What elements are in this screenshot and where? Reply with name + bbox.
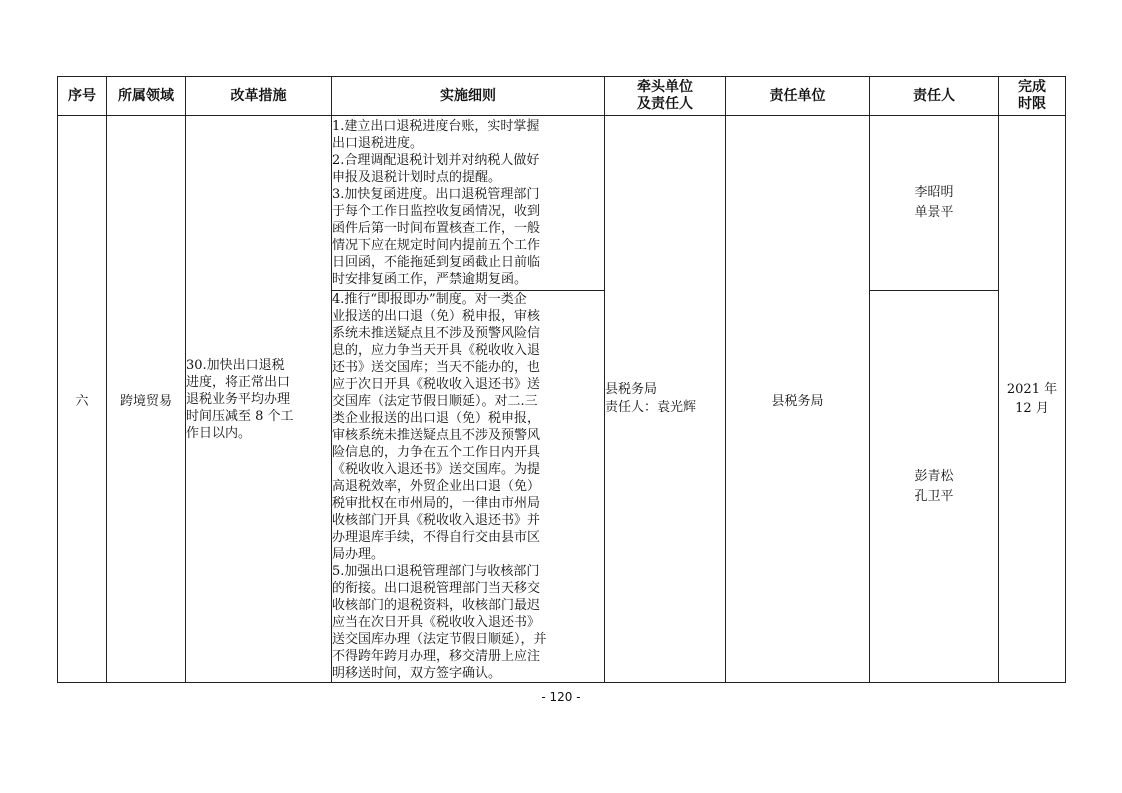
detail-line: 于每个工作日监控收复函情况，收到	[332, 204, 541, 219]
detail-line: 申报及退税计划时点的提醒。	[332, 170, 502, 185]
detail-line: 应当在次日开具《税收收入退还书》	[332, 615, 541, 630]
detail-line: 《税收收入退还书》送交国库。为提	[332, 462, 541, 477]
detail-line: 系统未推送疑点且不涉及预警风险信	[332, 326, 541, 341]
table-header-row	[58, 77, 1066, 116]
detail-line: 送交国库办理（法定节假日顺延），并	[332, 632, 547, 647]
header-lead	[605, 77, 726, 116]
cell-lead	[605, 116, 726, 683]
detail-line: 情况下应在规定时间内提前五个工作	[332, 238, 541, 253]
detail-line: 明移送时间，双方签字确认。	[332, 666, 502, 681]
person-name: 单景平	[914, 205, 954, 220]
detail-line: 5.加强出口退税管理部门与收核部门	[332, 564, 540, 579]
detail-line: 息的，应力争当天开具《税收收入退	[332, 343, 541, 358]
lead-unit: 县税务局	[605, 382, 658, 397]
detail-line: 时安排复函工作，严禁逾期复函。	[332, 272, 528, 287]
cell-person-bottom	[870, 291, 999, 683]
header-measure: 改革措施	[186, 77, 332, 116]
cell-seq: 六	[58, 116, 107, 683]
detail-line: 局办理。	[332, 547, 385, 562]
header-details: 实施细则	[332, 77, 605, 116]
deadline-line1: 2021 年	[1006, 382, 1058, 397]
detail-line: 的衔接。出口退税管理部门当天移交	[332, 581, 541, 596]
detail-line: 不得跨年跨月办理，移交清册上应注	[332, 649, 541, 664]
detail-line: 日回函，不能拖延到复函截止日前临	[332, 255, 541, 270]
person-name: 彭青松	[914, 468, 954, 484]
cell-unit: 县税务局	[726, 116, 870, 683]
detail-line: 险信息的，力争在五个工作日内开具	[332, 445, 541, 460]
header-lead-line1: 牵头单位	[637, 79, 693, 95]
detail-line: 1.建立出口退税进度台账，实时掌握	[332, 119, 540, 134]
cell-person-top	[870, 116, 999, 291]
table-row	[58, 116, 1066, 291]
header-field: 所属领域	[107, 77, 186, 116]
cell-deadline	[999, 116, 1066, 683]
cell-measure	[186, 116, 332, 683]
cell-field: 跨境贸易	[107, 116, 186, 683]
detail-line: 收核部门开具《税收收入退还书》并	[332, 513, 541, 528]
header-deadline-line2: 时限	[1018, 96, 1046, 112]
measure-line: 30.加快出口退税	[186, 357, 285, 373]
page-number: - 120 -	[541, 690, 581, 704]
header-deadline-line1: 完成	[1018, 79, 1046, 95]
detail-line: 还书》送交国库；当天不能办的，也	[332, 360, 541, 375]
header-seq: 序号	[58, 77, 107, 116]
reform-measures-table	[57, 76, 1066, 683]
detail-line: 应于次日开具《税收收入退还书》送	[332, 377, 541, 392]
detail-line: 3.加快复函进度。出口退税管理部门	[332, 187, 540, 202]
header-unit: 责任单位	[726, 77, 870, 116]
detail-line: 税审批权在市州局的，一律由市州局	[332, 496, 541, 511]
cell-details-top	[332, 116, 605, 291]
header-person: 责任人	[870, 77, 999, 116]
header-deadline	[999, 77, 1066, 116]
cell-details-bottom	[332, 291, 605, 683]
detail-line: 办理退库手续，不得自行交由县市区	[332, 530, 541, 545]
detail-line: 业报送的出口退（免）税申报，审核	[332, 309, 541, 324]
measure-line: 退税业务平均办理	[186, 391, 291, 407]
detail-line: 函件后第一时间布置核查工作，一般	[332, 221, 541, 236]
measure-line: 时间压减至 8 个工	[186, 408, 294, 424]
detail-line: 2.合理调配退税计划并对纳税人做好	[332, 153, 540, 168]
detail-line: 高退税效率，外贸企业出口退（免）	[332, 479, 541, 494]
measure-line: 作日以内。	[186, 425, 252, 441]
deadline-line2: 12 月	[1015, 401, 1049, 416]
person-name: 孔卫平	[914, 488, 954, 504]
person-name: 李昭明	[914, 185, 954, 200]
detail-line: 出口退税进度。	[332, 136, 424, 151]
detail-line: 4.推行“即报即办”制度。对一类企	[332, 292, 527, 307]
detail-line: 收核部门的退税资料，收核部门最迟	[332, 598, 541, 613]
detail-line: 交国库（法定节假日顺延）。对二.三	[332, 394, 538, 409]
lead-person: 责任人：袁光辉	[605, 400, 697, 415]
measure-line: 进度，将正常出口	[186, 374, 291, 390]
detail-line: 类企业报送的出口退（免）税申报，	[332, 411, 541, 426]
detail-line: 审核系统未推送疑点且不涉及预警风	[332, 428, 541, 443]
header-lead-line2: 及责任人	[637, 96, 693, 112]
